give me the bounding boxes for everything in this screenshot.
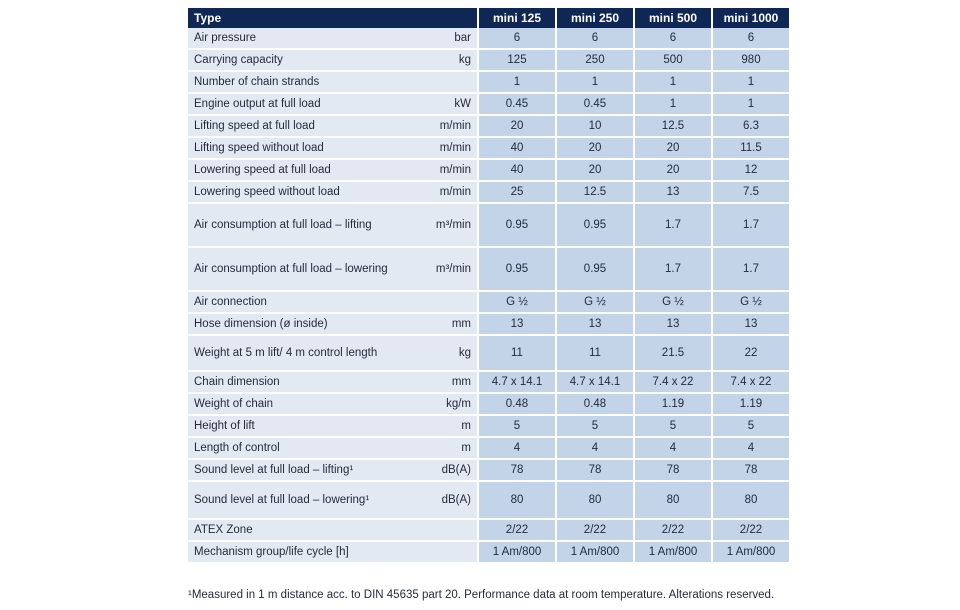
- value-cell: 2/22: [478, 519, 556, 541]
- value-cell: 20: [634, 159, 712, 181]
- value-cell: G ½: [478, 291, 556, 313]
- value-cell: 10: [556, 115, 634, 137]
- unit-label: kW: [418, 93, 478, 115]
- param-label: Carrying capacity: [188, 49, 418, 71]
- value-cell: 1.19: [634, 393, 712, 415]
- value-cell: 21.5: [634, 335, 712, 371]
- header-model: mini 1000: [712, 8, 790, 28]
- value-cell: 80: [634, 481, 712, 519]
- param-label: ATEX Zone: [188, 519, 418, 541]
- value-cell: 6: [478, 28, 556, 49]
- value-cell: 80: [556, 481, 634, 519]
- value-cell: 7.4 x 22: [712, 371, 790, 393]
- value-cell: G ½: [634, 291, 712, 313]
- table-header-row: [188, 8, 790, 28]
- value-cell: 4: [712, 437, 790, 459]
- value-cell: 1: [634, 71, 712, 93]
- unit-label: [418, 541, 478, 563]
- unit-label: m/min: [418, 115, 478, 137]
- value-cell: 1.19: [712, 393, 790, 415]
- table-row: [188, 291, 790, 313]
- unit-label: bar: [418, 28, 478, 49]
- unit-label: [418, 519, 478, 541]
- table-row: [188, 481, 790, 519]
- table-row: [188, 93, 790, 115]
- table-row: [188, 541, 790, 563]
- param-label: Chain dimension: [188, 371, 418, 393]
- value-cell: 1: [712, 71, 790, 93]
- unit-label: mm: [418, 371, 478, 393]
- unit-label: m/min: [418, 159, 478, 181]
- header-model: mini 125: [478, 8, 556, 28]
- value-cell: 13: [634, 181, 712, 203]
- value-cell: 0.95: [556, 247, 634, 291]
- value-cell: 78: [712, 459, 790, 481]
- value-cell: 12.5: [634, 115, 712, 137]
- value-cell: 0.45: [478, 93, 556, 115]
- value-cell: 1: [712, 93, 790, 115]
- value-cell: 1 Am/800: [478, 541, 556, 563]
- value-cell: 80: [712, 481, 790, 519]
- value-cell: 12: [712, 159, 790, 181]
- table-row: [188, 519, 790, 541]
- value-cell: 20: [556, 137, 634, 159]
- param-label: Sound level at full load – lifting¹: [188, 459, 418, 481]
- table-row: [188, 181, 790, 203]
- value-cell: 500: [634, 49, 712, 71]
- header-model: mini 500: [634, 8, 712, 28]
- param-label: Engine output at full load: [188, 93, 418, 115]
- unit-label: m³/min: [418, 203, 478, 247]
- value-cell: 4.7 x 14.1: [478, 371, 556, 393]
- value-cell: 6: [634, 28, 712, 49]
- value-cell: G ½: [712, 291, 790, 313]
- table-row: [188, 247, 790, 291]
- unit-label: kg: [418, 49, 478, 71]
- value-cell: 4: [478, 437, 556, 459]
- header-model: mini 250: [556, 8, 634, 28]
- param-label: Air pressure: [188, 28, 418, 49]
- value-cell: 5: [556, 415, 634, 437]
- value-cell: 1.7: [634, 203, 712, 247]
- table-row: [188, 49, 790, 71]
- param-label: Number of chain strands: [188, 71, 418, 93]
- table-row: [188, 313, 790, 335]
- value-cell: 25: [478, 181, 556, 203]
- param-label: Air consumption at full load – lifting: [188, 203, 418, 247]
- value-cell: 7.5: [712, 181, 790, 203]
- value-cell: 6: [712, 28, 790, 49]
- unit-label: mm: [418, 313, 478, 335]
- param-label: Air connection: [188, 291, 418, 313]
- param-label: Hose dimension (ø inside): [188, 313, 418, 335]
- param-label: Mechanism group/life cycle [h]: [188, 541, 418, 563]
- table-row: [188, 203, 790, 247]
- unit-label: m: [418, 437, 478, 459]
- value-cell: 6: [556, 28, 634, 49]
- value-cell: 1: [634, 93, 712, 115]
- value-cell: 13: [634, 313, 712, 335]
- value-cell: 80: [478, 481, 556, 519]
- value-cell: 20: [634, 137, 712, 159]
- value-cell: 7.4 x 22: [634, 371, 712, 393]
- unit-label: m/min: [418, 137, 478, 159]
- value-cell: 78: [556, 459, 634, 481]
- table-row: [188, 459, 790, 481]
- value-cell: 12.5: [556, 181, 634, 203]
- value-cell: 0.95: [478, 203, 556, 247]
- value-cell: 4: [634, 437, 712, 459]
- table-row: [188, 415, 790, 437]
- value-cell: 4: [556, 437, 634, 459]
- spec-table: [188, 8, 791, 564]
- value-cell: 250: [556, 49, 634, 71]
- unit-label: [418, 71, 478, 93]
- param-label: Sound level at full load – lowering¹: [188, 481, 418, 519]
- value-cell: 5: [478, 415, 556, 437]
- table-row: [188, 28, 790, 49]
- param-label: Lowering speed without load: [188, 181, 418, 203]
- footnote: ¹Measured in 1 m distance acc. to DIN 45635 part 20. Performance data at room temperature. Alterations reserved.: [188, 589, 775, 601]
- param-label: Lifting speed at full load: [188, 115, 418, 137]
- value-cell: 1.7: [634, 247, 712, 291]
- unit-label: kg: [418, 335, 478, 371]
- value-cell: 13: [556, 313, 634, 335]
- param-label: Weight at 5 m lift/ 4 m control length: [188, 335, 418, 371]
- value-cell: 2/22: [712, 519, 790, 541]
- unit-label: m/min: [418, 181, 478, 203]
- header-type: Type: [188, 8, 478, 28]
- param-label: Lowering speed at full load: [188, 159, 418, 181]
- value-cell: 20: [556, 159, 634, 181]
- value-cell: 22: [712, 335, 790, 371]
- value-cell: 11.5: [712, 137, 790, 159]
- value-cell: 13: [712, 313, 790, 335]
- value-cell: 1 Am/800: [634, 541, 712, 563]
- value-cell: 2/22: [556, 519, 634, 541]
- value-cell: 6.3: [712, 115, 790, 137]
- value-cell: 0.95: [478, 247, 556, 291]
- value-cell: 78: [478, 459, 556, 481]
- value-cell: 5: [712, 415, 790, 437]
- value-cell: 11: [478, 335, 556, 371]
- table-row: [188, 71, 790, 93]
- value-cell: 2/22: [634, 519, 712, 541]
- table-row: [188, 371, 790, 393]
- value-cell: 78: [634, 459, 712, 481]
- unit-label: m³/min: [418, 247, 478, 291]
- param-label: Weight of chain: [188, 393, 418, 415]
- param-label: Air consumption at full load – lowering: [188, 247, 418, 291]
- table-row: [188, 115, 790, 137]
- unit-label: m: [418, 415, 478, 437]
- unit-label: dB(A): [418, 459, 478, 481]
- unit-label: [418, 291, 478, 313]
- value-cell: 0.45: [556, 93, 634, 115]
- table-row: [188, 437, 790, 459]
- value-cell: G ½: [556, 291, 634, 313]
- value-cell: 1 Am/800: [712, 541, 790, 563]
- table-row: [188, 159, 790, 181]
- value-cell: 5: [634, 415, 712, 437]
- value-cell: 125: [478, 49, 556, 71]
- param-label: Lifting speed without load: [188, 137, 418, 159]
- value-cell: 1.7: [712, 203, 790, 247]
- value-cell: 40: [478, 137, 556, 159]
- value-cell: 11: [556, 335, 634, 371]
- value-cell: 0.48: [556, 393, 634, 415]
- param-label: Length of control: [188, 437, 418, 459]
- value-cell: 1 Am/800: [556, 541, 634, 563]
- value-cell: 980: [712, 49, 790, 71]
- value-cell: 1: [556, 71, 634, 93]
- value-cell: 0.48: [478, 393, 556, 415]
- value-cell: 13: [478, 313, 556, 335]
- unit-label: kg/m: [418, 393, 478, 415]
- unit-label: dB(A): [418, 481, 478, 519]
- value-cell: 40: [478, 159, 556, 181]
- value-cell: 1.7: [712, 247, 790, 291]
- table-row: [188, 137, 790, 159]
- param-label: Height of lift: [188, 415, 418, 437]
- table-row: [188, 393, 790, 415]
- value-cell: 1: [478, 71, 556, 93]
- table-row: [188, 335, 790, 371]
- value-cell: 20: [478, 115, 556, 137]
- value-cell: 4.7 x 14.1: [556, 371, 634, 393]
- value-cell: 0.95: [556, 203, 634, 247]
- spec-table-body: [188, 28, 790, 563]
